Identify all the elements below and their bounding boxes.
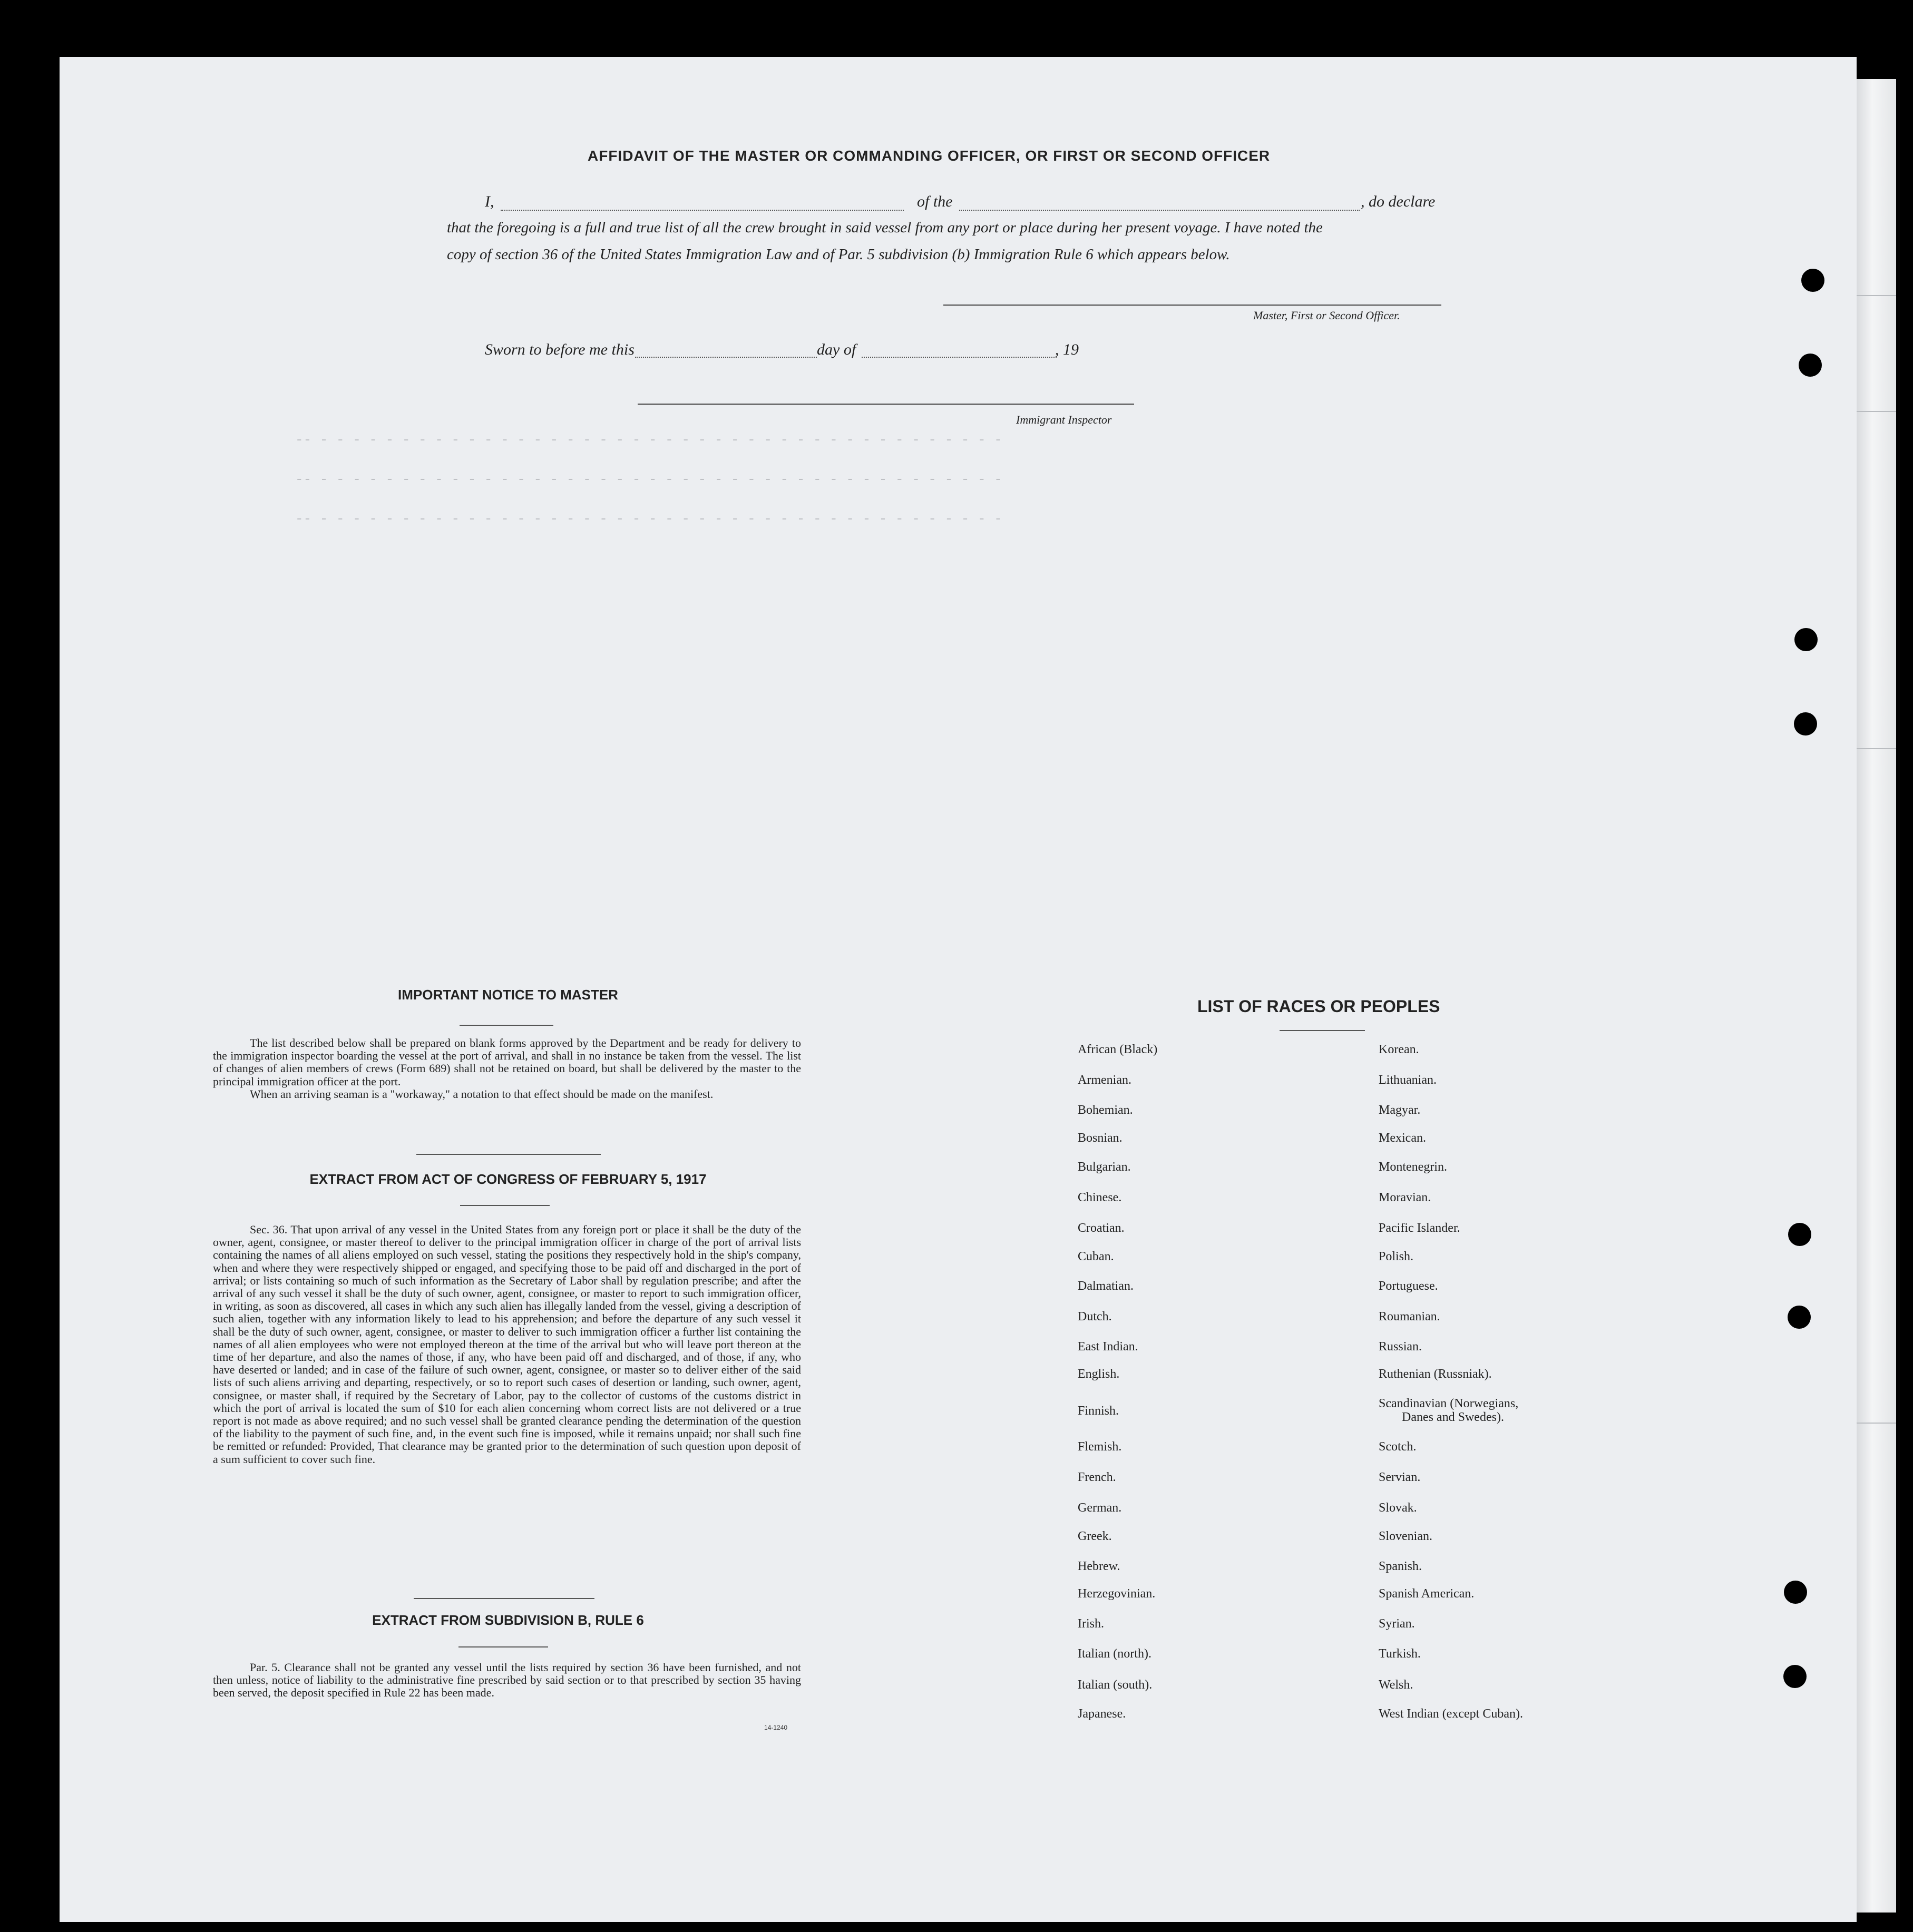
race-item: Servian. <box>1379 1470 1421 1484</box>
rule-extract-title: EXTRACT FROM SUBDIVISION B, RULE 6 <box>372 1612 644 1628</box>
act-extract-body: Sec. 36. That upon arrival of any vessel in the United States from any foreign port or place it shall be the duty of the owner, agent, consignee, or master thereof to deliver to the principal immigration officer in charge of the port of arrival lists containing the names of all aliens employed on such vessel, stating the positions they respectively hold in the ship's company, when and where they were respectively shipped or engaged, and specifying those to be paid off and discharged in the port of arrival; or lists containing so much of such information as the Secretary of Labor shall by regulation prescribe; and after the arrival of any such vessel it shall be the duty of such owner, agent, consignee, or master to report to such immigration officer, in writing, as soon as discovered, all cases in which any such alien has illegally landed from the vessel, giving a description of such alien, together with any information likely to lead to his apprehension; and before the departure of any such vessel it shall be the duty of such owner, agent, consignee, or master to deliver to such immigration officer a further list containing the names of all alien employees who were not employed thereon at the time of the arrival but who will leave port thereon at the time of her departure, and also the names of those, if any, who have been paid off and discharged, and of those, if any, who have deserted or landed; and in case of the failure of such owner, agent, consignee, or master so to deliver either of the said lists of such aliens arriving and departing, respectively, or so to report such cases of desertion or landing, such owner, agent, consignee, or master shall, if required by the Secretary of Labor, pay to the collector of customs of the customs district in which the port of arrival is located the sum of $10 for each alien concerning whom correct lists are not delivered or a true report is not made as above required; and no such vessel shall be granted clearance pending the determination of the question of the liability to the payment of such fine, and, in the event such fine is imposed, while it remains unpaid; nor shall such fine be remitted or refunded: Provided, That clearance may be granted prior to the determination of such question upon deposit of a sum sufficient to cover such fine. <box>213 1223 801 1466</box>
race-item: Greek. <box>1078 1529 1112 1543</box>
race-item: Dutch. <box>1078 1310 1112 1323</box>
race-item: Lithuanian. <box>1379 1073 1437 1087</box>
day-of-label: day of <box>817 341 856 358</box>
rule-extract-body: Par. 5. Clearance shall not be granted any vessel until the lists required by section 36 have been furnished, and not then unless, notice of liability to the administrative fine prescribed by said section or to that prescribed by section 35 having been served, the deposit specified in Rule 22 has been made. <box>213 1661 801 1700</box>
race-item: Spanish American. <box>1379 1587 1475 1601</box>
title-rule <box>458 1646 548 1647</box>
edge-rule <box>1857 411 1896 412</box>
section-rule <box>416 1154 601 1155</box>
affiant-label: I, <box>485 193 494 210</box>
punch-hole <box>1799 354 1822 377</box>
race-item: Italian (north). <box>1078 1647 1151 1661</box>
race-item: Scandinavian (Norwegians, <box>1379 1397 1519 1410</box>
edge-rule <box>1857 1423 1896 1424</box>
race-item: Magyar. <box>1379 1103 1421 1117</box>
race-item: Hebrew. <box>1078 1560 1120 1573</box>
race-item: Mexican. <box>1379 1131 1426 1145</box>
punch-hole <box>1788 1306 1811 1329</box>
punch-hole <box>1794 712 1817 735</box>
race-item: African (Black) <box>1078 1043 1158 1056</box>
race-item: Irish. <box>1078 1617 1104 1631</box>
race-item: Dalmatian. <box>1078 1279 1134 1293</box>
race-item: Cuban. <box>1078 1250 1114 1263</box>
race-item: West Indian (except Cuban). <box>1379 1707 1523 1721</box>
affidavit-line-3: copy of section 36 of the United States Immigration Law and of Par. 5 subdivision (b) Immigration Rule 6 which appears below. <box>447 246 1230 263</box>
title-rule <box>460 1025 553 1026</box>
race-item: Spanish. <box>1379 1560 1422 1573</box>
race-item: Bohemian. <box>1078 1103 1133 1117</box>
act-extract-title: EXTRACT FROM ACT OF CONGRESS OF FEBRUARY 5, 1917 <box>309 1171 707 1187</box>
race-item: Portuguese. <box>1379 1279 1438 1293</box>
race-item: Pacific Islander. <box>1379 1221 1460 1235</box>
race-item-continuation: Danes and Swedes). <box>1402 1410 1504 1424</box>
punch-hole <box>1794 628 1818 651</box>
race-item: Slovak. <box>1379 1501 1417 1515</box>
edge-rule <box>1857 295 1896 296</box>
race-item: Welsh. <box>1379 1678 1413 1692</box>
edge-rule <box>1857 748 1896 749</box>
notice-body <box>213 1037 801 1101</box>
race-item: Armenian. <box>1078 1073 1131 1087</box>
page-edge <box>1857 79 1896 1913</box>
race-item: Polish. <box>1379 1250 1414 1263</box>
race-item: Chinese. <box>1078 1191 1122 1204</box>
race-item: Syrian. <box>1379 1617 1415 1631</box>
notice-paragraph-2: When an arriving seaman is a "workaway," a notation to that effect should be made on the manifest. <box>250 1087 714 1101</box>
sworn-label: Sworn to before me this <box>485 341 635 358</box>
bleed-through-text: -- - - - - - - - - - - - - - - - - - - - - - - - - - - - - - - - - - - - - - - - - - - <box>295 511 1002 527</box>
section-rule <box>414 1598 594 1599</box>
vessel-name-line[interactable] <box>959 210 1360 211</box>
punch-hole <box>1788 1223 1811 1246</box>
bleed-through-text: -- - - - - - - - - - - - - - - - - - - - - - - - - - - - - - - - - - - - - - - - - - - <box>295 432 1002 448</box>
race-item: Herzegovinian. <box>1078 1587 1156 1601</box>
race-item: Ruthenian (Russniak). <box>1379 1367 1492 1381</box>
inspector-signature-line[interactable] <box>638 404 1134 405</box>
race-item: Roumanian. <box>1379 1310 1440 1323</box>
affiant-name-line[interactable] <box>501 210 904 211</box>
race-item: Turkish. <box>1379 1647 1421 1661</box>
form-number: 14-1240 <box>764 1724 788 1731</box>
race-item: Japanese. <box>1078 1707 1126 1721</box>
bleed-through-text: -- - - - - - - - - - - - - - - - - - - - - - - - - - - - - - - - - - - - - - - - - - - <box>295 472 1002 487</box>
race-item: Montenegrin. <box>1379 1160 1447 1174</box>
race-item: Moravian. <box>1379 1191 1431 1204</box>
race-item: Italian (south). <box>1078 1678 1153 1692</box>
sworn-day-line[interactable] <box>635 357 817 358</box>
affidavit-line-2: that the foregoing is a full and true list of all the crew brought in said vessel from any port or place during her present voyage. I have noted the <box>447 219 1323 236</box>
notice-paragraph-1: The list described below shall be prepared on blank forms approved by the Department and be ready for delivery to the immigration inspector boarding the vessel at the port of arrival, and shall in no instance be taken from the vessel. The list of changes of alien members of crews (Form 689) shall not be retained on board, but shall be delivered by the master to the principal immigration officer at the port. <box>213 1036 801 1088</box>
race-item: French. <box>1078 1470 1116 1484</box>
race-item: English. <box>1078 1367 1120 1381</box>
race-item: East Indian. <box>1078 1340 1138 1354</box>
title-rule <box>1280 1030 1365 1031</box>
race-item: Finnish. <box>1078 1404 1119 1418</box>
punch-hole <box>1783 1665 1807 1688</box>
race-item: Flemish. <box>1078 1440 1122 1454</box>
race-item: Slovenian. <box>1379 1529 1432 1543</box>
of-the-label: of the <box>917 193 953 210</box>
master-caption: Master, First or Second Officer. <box>1253 309 1400 322</box>
races-title: LIST OF RACES OR PEOPLES <box>1197 997 1440 1016</box>
do-declare-label: , do declare <box>1361 193 1436 210</box>
race-item: Bulgarian. <box>1078 1160 1131 1174</box>
race-item: German. <box>1078 1501 1122 1515</box>
race-item: Croatian. <box>1078 1221 1125 1235</box>
title-rule <box>460 1205 550 1206</box>
punch-hole <box>1784 1581 1807 1604</box>
punch-hole <box>1801 269 1824 292</box>
race-item: Scotch. <box>1379 1440 1417 1454</box>
affidavit-title: AFFIDAVIT OF THE MASTER OR COMMANDING OFFICER, OR FIRST OR SECOND OFFICER <box>588 148 1271 164</box>
inspector-caption: Immigrant Inspector <box>1016 413 1112 426</box>
notice-title: IMPORTANT NOTICE TO MASTER <box>398 987 618 1003</box>
sworn-month-line[interactable] <box>862 357 1057 358</box>
race-item: Russian. <box>1379 1340 1422 1354</box>
year-label: , 19 <box>1055 341 1079 358</box>
master-signature-line[interactable] <box>943 305 1441 306</box>
race-item: Korean. <box>1379 1043 1419 1056</box>
race-item: Bosnian. <box>1078 1131 1123 1145</box>
